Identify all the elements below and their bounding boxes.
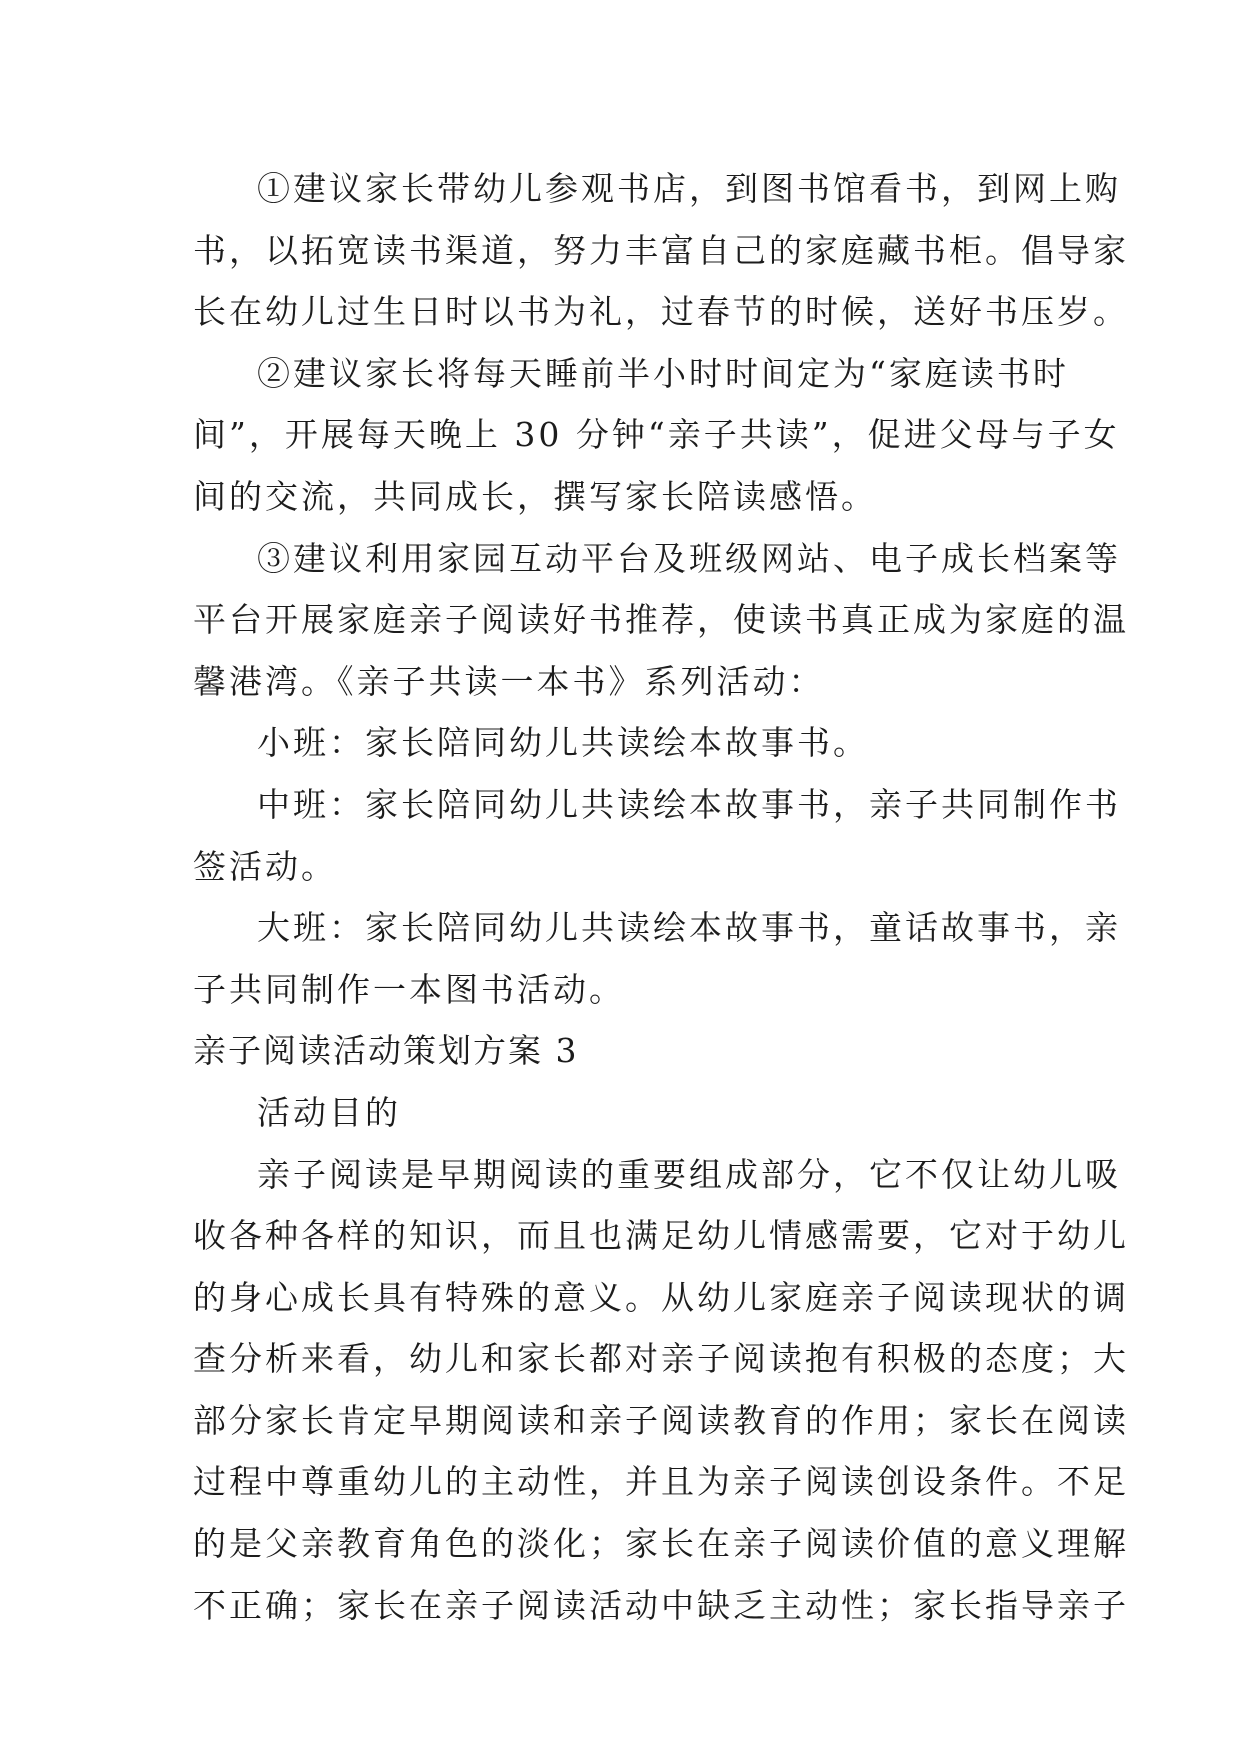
- text-line: 间”，开展每天晚上 30 分钟“亲子共读”，促进父母与子女: [193, 415, 1120, 455]
- text-line: 的是父亲教育角色的淡化；家长在亲子阅读价值的意义理解: [193, 1524, 1129, 1564]
- text-line: 过程中尊重幼儿的主动性，并且为亲子阅读创设条件。不足: [193, 1462, 1129, 1502]
- text-line: 书，以拓宽读书渠道，努力丰富自己的家庭藏书柜。倡导家: [193, 230, 1129, 270]
- text-line: 签活动。: [193, 846, 337, 886]
- text-line: 中班：家长陪同幼儿共读绘本故事书，亲子共同制作书: [257, 784, 1121, 824]
- text-line: 小班：家长陪同幼儿共读绘本故事书。: [257, 723, 869, 763]
- text-line: 不正确；家长在亲子阅读活动中缺乏主动性；家长指导亲子: [193, 1585, 1129, 1625]
- text-line: 间的交流，共同成长，撰写家长陪读感悟。: [193, 476, 877, 516]
- text-line: 查分析来看，幼儿和家长都对亲子阅读抱有积极的态度；大: [193, 1339, 1129, 1379]
- text-line: ②建议家长将每天睡前半小时时间定为“家庭读书时: [257, 353, 1069, 393]
- text-line: 的身心成长具有特殊的意义。从幼儿家庭亲子阅读现状的调: [193, 1277, 1129, 1317]
- text-line: 平台开展家庭亲子阅读好书推荐，使读书真正成为家庭的温: [193, 600, 1129, 640]
- text-line: 收各种各样的知识，而且也满足幼儿情感需要，它对于幼儿: [193, 1216, 1129, 1256]
- document-body: [193, 158, 1129, 1636]
- text-line: 馨港湾。《亲子共读一本书》系列活动：: [193, 661, 825, 701]
- section-heading: 亲子阅读活动策划方案 3: [193, 1031, 579, 1071]
- text-line: 长在幼儿过生日时以书为礼，过春节的时候，送好书压岁。: [193, 292, 1129, 332]
- subheading: 活动目的: [257, 1092, 401, 1132]
- text-line: 亲子阅读是早期阅读的重要组成部分，它不仅让幼儿吸: [257, 1154, 1121, 1194]
- text-line: ③建议利用家园互动平台及班级网站、电子成长档案等: [257, 538, 1121, 578]
- text-line: 子共同制作一本图书活动。: [193, 969, 625, 1009]
- text-line: 大班：家长陪同幼儿共读绘本故事书，童话故事书，亲: [257, 908, 1121, 948]
- text-line: ①建议家长带幼儿参观书店，到图书馆看书，到网上购: [257, 169, 1121, 208]
- text-line: 部分家长肯定早期阅读和亲子阅读教育的作用；家长在阅读: [193, 1400, 1129, 1440]
